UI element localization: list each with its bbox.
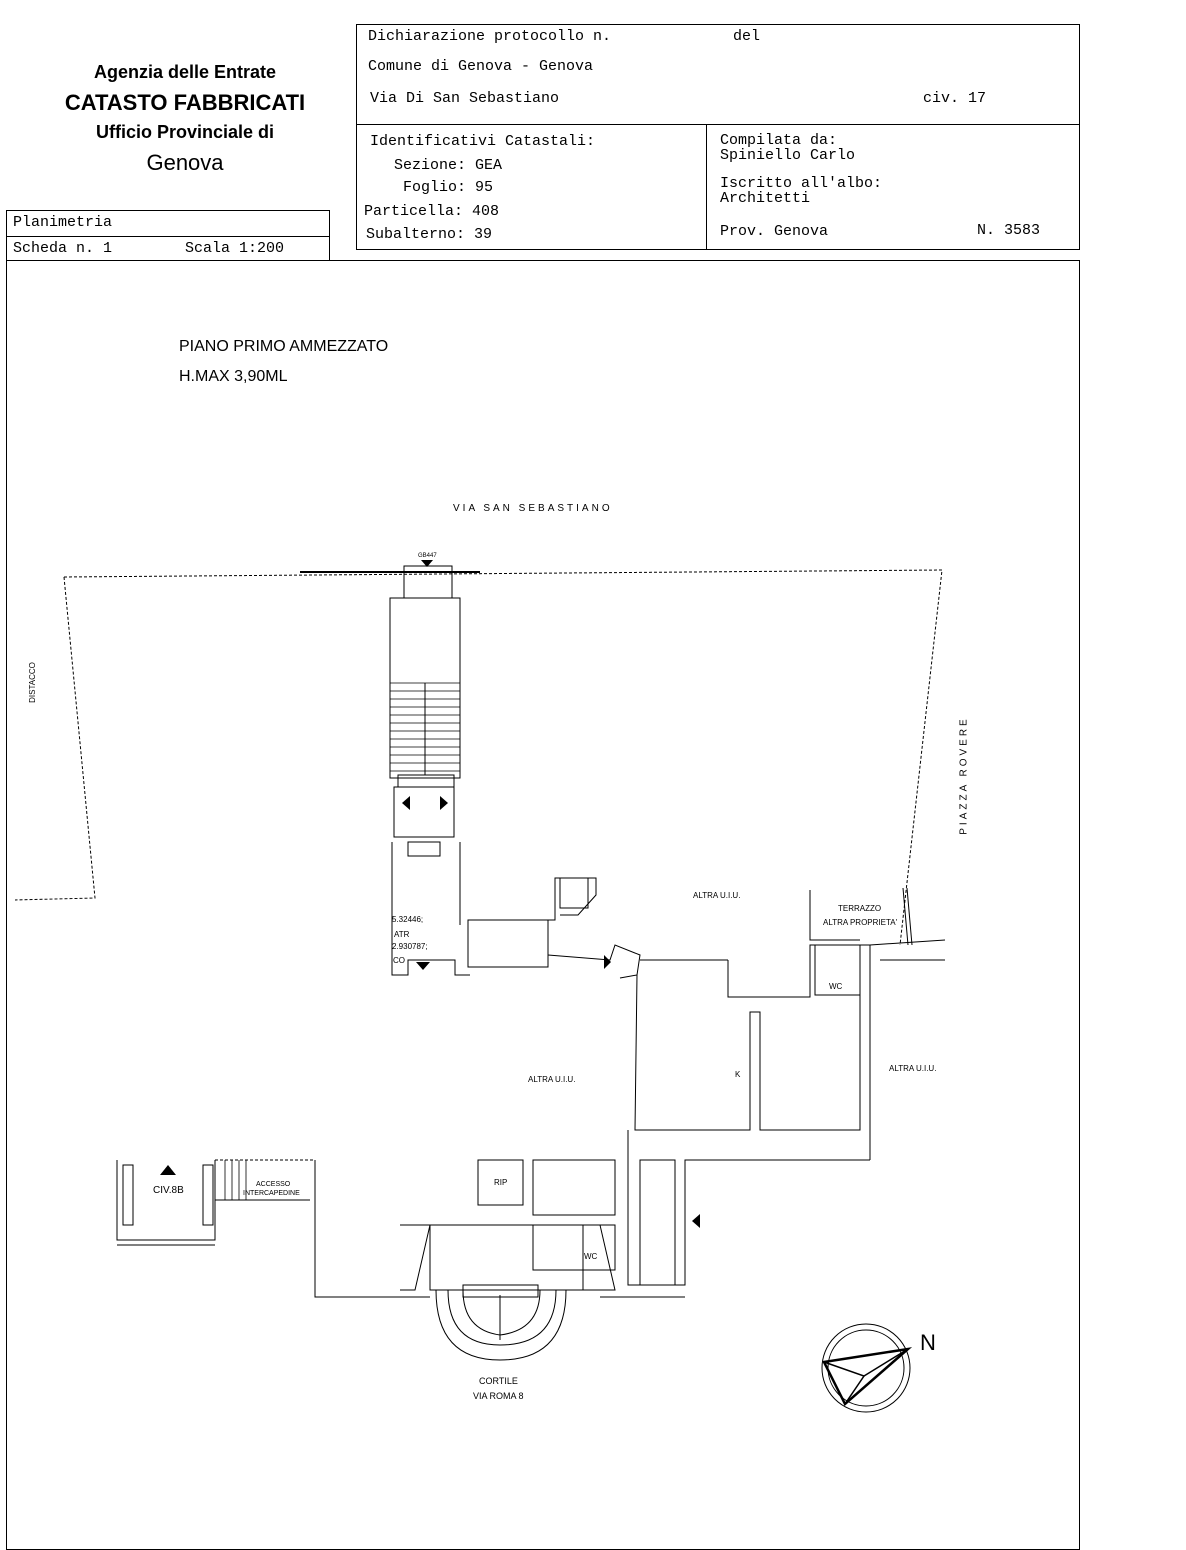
north-label: N <box>920 1330 936 1355</box>
courtyard-label: CORTILE <box>479 1376 518 1386</box>
compiler-name: Spiniello Carlo <box>720 147 856 164</box>
kitchen-label: K <box>735 1070 741 1079</box>
top-marker-label: GB447 <box>418 553 437 559</box>
particella: Particella: 408 <box>364 203 500 220</box>
protocol-label: Dichiarazione protocollo n. <box>368 28 612 45</box>
office-city: Genova <box>146 150 224 175</box>
province: Prov. Genova <box>720 223 829 240</box>
address-civic: civ. 17 <box>923 90 987 107</box>
coord-line-4: CO <box>393 956 405 965</box>
del-label: del <box>733 28 761 45</box>
registration-number: N. 3583 <box>977 222 1041 239</box>
civic-label: CIV.8B <box>153 1185 184 1196</box>
terrace-label: TERRAZZO <box>838 904 882 913</box>
plan-title: PIANO PRIMO AMMEZZATO <box>179 338 389 355</box>
wc-label-lower: WC <box>584 1252 598 1261</box>
comune: Comune di Genova - Genova <box>368 58 594 75</box>
sezione: Sezione: GEA <box>394 157 503 174</box>
access-label: ACCESSO <box>256 1181 291 1188</box>
address-street: Via Di San Sebastiano <box>370 90 560 107</box>
other-property-label: ALTRA PROPRIETA' <box>823 918 898 927</box>
unit-label-east: ALTRA U.I.U. <box>889 1064 937 1073</box>
scheda-number: Scheda n. 1 <box>13 240 113 257</box>
unit-label-north: ALTRA U.I.U. <box>693 891 741 900</box>
sheet-type: Planimetria <box>13 214 113 231</box>
foglio: Foglio: 95 <box>403 179 494 196</box>
scale: Scala 1:200 <box>185 240 285 257</box>
albo-value: Architetti <box>720 190 811 207</box>
albo-label: Iscritto all'albo: <box>720 175 883 192</box>
coord-line-1: 5.32446; <box>392 915 424 924</box>
registry-title: CATASTO FABBRICATI <box>64 90 306 115</box>
unit-label-west: ALTRA U.I.U. <box>528 1075 576 1084</box>
office-label: Ufficio Provinciale di <box>95 122 275 142</box>
coord-line-2: ATR <box>394 930 410 939</box>
identifiers-title: Identificativi Catastali: <box>370 133 596 150</box>
agency-name: Agenzia delle Entrate <box>93 62 277 82</box>
courtyard-address: VIA ROMA 8 <box>473 1391 524 1401</box>
distacco-label: DISTACCO <box>27 662 37 703</box>
plan-height: H.MAX 3,90ML <box>179 368 288 385</box>
street-label-right: PIAZZA ROVERE <box>958 716 970 835</box>
subalterno: Subalterno: 39 <box>366 226 493 243</box>
wc-label-upper: WC <box>829 982 843 991</box>
compiler-label: Compilata da: <box>720 132 838 149</box>
storage-label: RIP <box>494 1178 508 1187</box>
coord-line-3: 2.930787; <box>392 942 428 951</box>
cavity-label: INTERCAPEDINE <box>243 1190 300 1197</box>
street-label-top: VIA SAN SEBASTIANO <box>453 503 613 514</box>
